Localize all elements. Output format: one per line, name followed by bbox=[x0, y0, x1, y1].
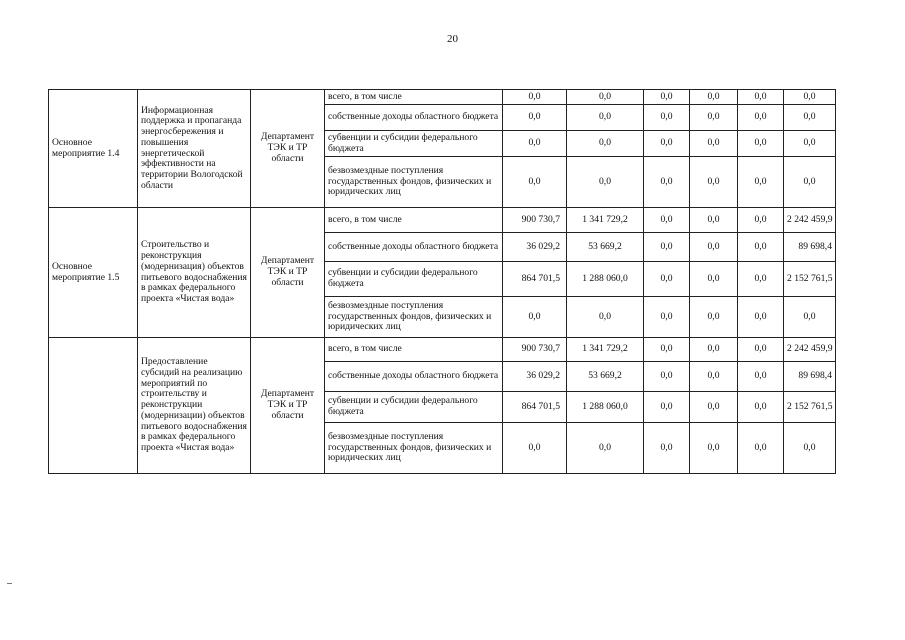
activity-name: Предоставление субсидий на реализацию мероприятий по строительству и реконструкции (модернизации) объектов питьевого водоснабжения в рамках федерального проекта «Чистая вода» bbox=[138, 338, 251, 474]
activity-label: Основное мероприятие 1.5 bbox=[49, 208, 138, 338]
funding-source: субвенции и субсидии федерального бюджета bbox=[325, 392, 503, 423]
value-cell: 0,0 bbox=[738, 392, 784, 423]
value-cell: 0,0 bbox=[644, 105, 690, 131]
value-cell: 0,0 bbox=[690, 131, 738, 157]
value-cell: 0,0 bbox=[738, 105, 784, 131]
funding-source: собственные доходы областного бюджета bbox=[325, 105, 503, 131]
value-cell: 0,0 bbox=[784, 131, 836, 157]
activity-label bbox=[49, 338, 138, 474]
funding-source: собственные доходы областного бюджета bbox=[325, 362, 503, 392]
value-cell: 36 029,2 bbox=[503, 233, 567, 262]
value-cell: 2 152 761,5 bbox=[784, 392, 836, 423]
value-cell: 0,0 bbox=[738, 90, 784, 105]
value-cell: 0,0 bbox=[567, 423, 644, 474]
table-row bbox=[49, 338, 836, 362]
scan-edge-mark bbox=[7, 583, 12, 584]
funding-source: субвенции и субсидии федерального бюджета bbox=[325, 131, 503, 157]
funding-source: субвенции и субсидии федерального бюджета bbox=[325, 262, 503, 297]
value-cell: 0,0 bbox=[644, 423, 690, 474]
funding-source: собственные доходы областного бюджета bbox=[325, 233, 503, 262]
value-cell: 0,0 bbox=[690, 362, 738, 392]
value-cell: 0,0 bbox=[690, 105, 738, 131]
value-cell: 36 029,2 bbox=[503, 362, 567, 392]
value-cell: 0,0 bbox=[567, 105, 644, 131]
value-cell: 0,0 bbox=[738, 338, 784, 362]
value-cell: 0,0 bbox=[738, 233, 784, 262]
value-cell: 0,0 bbox=[784, 90, 836, 105]
responsible-department: Департамент ТЭК и ТР области bbox=[251, 208, 325, 338]
value-cell: 0,0 bbox=[503, 90, 567, 105]
budget-table bbox=[48, 89, 836, 474]
value-cell: 0,0 bbox=[503, 423, 567, 474]
value-cell: 0,0 bbox=[690, 90, 738, 105]
value-cell: 0,0 bbox=[567, 157, 644, 208]
funding-source: всего, в том числе bbox=[325, 208, 503, 233]
value-cell: 0,0 bbox=[503, 105, 567, 131]
value-cell: 0,0 bbox=[644, 208, 690, 233]
value-cell: 900 730,7 bbox=[503, 338, 567, 362]
value-cell: 0,0 bbox=[644, 90, 690, 105]
value-cell: 0,0 bbox=[644, 262, 690, 297]
value-cell: 0,0 bbox=[784, 157, 836, 208]
value-cell: 1 288 060,0 bbox=[567, 262, 644, 297]
value-cell: 0,0 bbox=[738, 157, 784, 208]
value-cell: 0,0 bbox=[567, 90, 644, 105]
value-cell: 0,0 bbox=[644, 338, 690, 362]
value-cell: 0,0 bbox=[503, 131, 567, 157]
activity-label: Основное мероприятие 1.4 bbox=[49, 90, 138, 208]
value-cell: 0,0 bbox=[690, 392, 738, 423]
value-cell: 864 701,5 bbox=[503, 392, 567, 423]
value-cell: 900 730,7 bbox=[503, 208, 567, 233]
value-cell: 0,0 bbox=[784, 423, 836, 474]
value-cell: 0,0 bbox=[690, 423, 738, 474]
value-cell: 1 341 729,2 bbox=[567, 208, 644, 233]
value-cell: 0,0 bbox=[784, 105, 836, 131]
funding-source: безвозмездные поступления государственных фондов, физических и юридических лиц bbox=[325, 157, 503, 208]
value-cell: 0,0 bbox=[567, 131, 644, 157]
page-number: 20 bbox=[447, 33, 458, 45]
value-cell: 0,0 bbox=[738, 297, 784, 338]
responsible-department: Департамент ТЭК и ТР области bbox=[251, 338, 325, 474]
value-cell: 0,0 bbox=[644, 233, 690, 262]
funding-source: безвозмездные поступления государственных фондов, физических и юридических лиц bbox=[325, 423, 503, 474]
responsible-department: Департамент ТЭК и ТР области bbox=[251, 90, 325, 208]
value-cell: 1 288 060,0 bbox=[567, 392, 644, 423]
value-cell: 0,0 bbox=[644, 297, 690, 338]
value-cell: 0,0 bbox=[503, 297, 567, 338]
value-cell: 0,0 bbox=[644, 392, 690, 423]
value-cell: 0,0 bbox=[690, 208, 738, 233]
value-cell: 2 242 459,9 bbox=[784, 338, 836, 362]
funding-source: всего, в том числе bbox=[325, 90, 503, 105]
table-row bbox=[49, 90, 836, 105]
value-cell: 89 698,4 bbox=[784, 233, 836, 262]
value-cell: 89 698,4 bbox=[784, 362, 836, 392]
value-cell: 0,0 bbox=[567, 297, 644, 338]
value-cell: 2 242 459,9 bbox=[784, 208, 836, 233]
value-cell: 0,0 bbox=[503, 157, 567, 208]
funding-source: всего, в том числе bbox=[325, 338, 503, 362]
value-cell: 0,0 bbox=[738, 262, 784, 297]
value-cell: 0,0 bbox=[690, 297, 738, 338]
value-cell: 0,0 bbox=[690, 157, 738, 208]
value-cell: 1 341 729,2 bbox=[567, 338, 644, 362]
table-row bbox=[49, 208, 836, 233]
value-cell: 0,0 bbox=[644, 362, 690, 392]
activity-name: Информационная поддержка и пропаганда энергосбережения и повышения энергетической эффективности на территории Вологодской области bbox=[138, 90, 251, 208]
value-cell: 53 669,2 bbox=[567, 233, 644, 262]
value-cell: 864 701,5 bbox=[503, 262, 567, 297]
activity-name: Строительство и реконструкция (модернизация) объектов питьевого водоснабжения в рамках федерального проекта «Чистая вода» bbox=[138, 208, 251, 338]
value-cell: 0,0 bbox=[738, 131, 784, 157]
value-cell: 0,0 bbox=[690, 338, 738, 362]
value-cell: 2 152 761,5 bbox=[784, 262, 836, 297]
value-cell: 0,0 bbox=[644, 157, 690, 208]
value-cell: 0,0 bbox=[690, 233, 738, 262]
value-cell: 0,0 bbox=[644, 131, 690, 157]
value-cell: 0,0 bbox=[738, 362, 784, 392]
value-cell: 53 669,2 bbox=[567, 362, 644, 392]
value-cell: 0,0 bbox=[738, 208, 784, 233]
funding-source: безвозмездные поступления государственных фондов, физических и юридических лиц bbox=[325, 297, 503, 338]
value-cell: 0,0 bbox=[690, 262, 738, 297]
value-cell: 0,0 bbox=[784, 297, 836, 338]
value-cell: 0,0 bbox=[738, 423, 784, 474]
